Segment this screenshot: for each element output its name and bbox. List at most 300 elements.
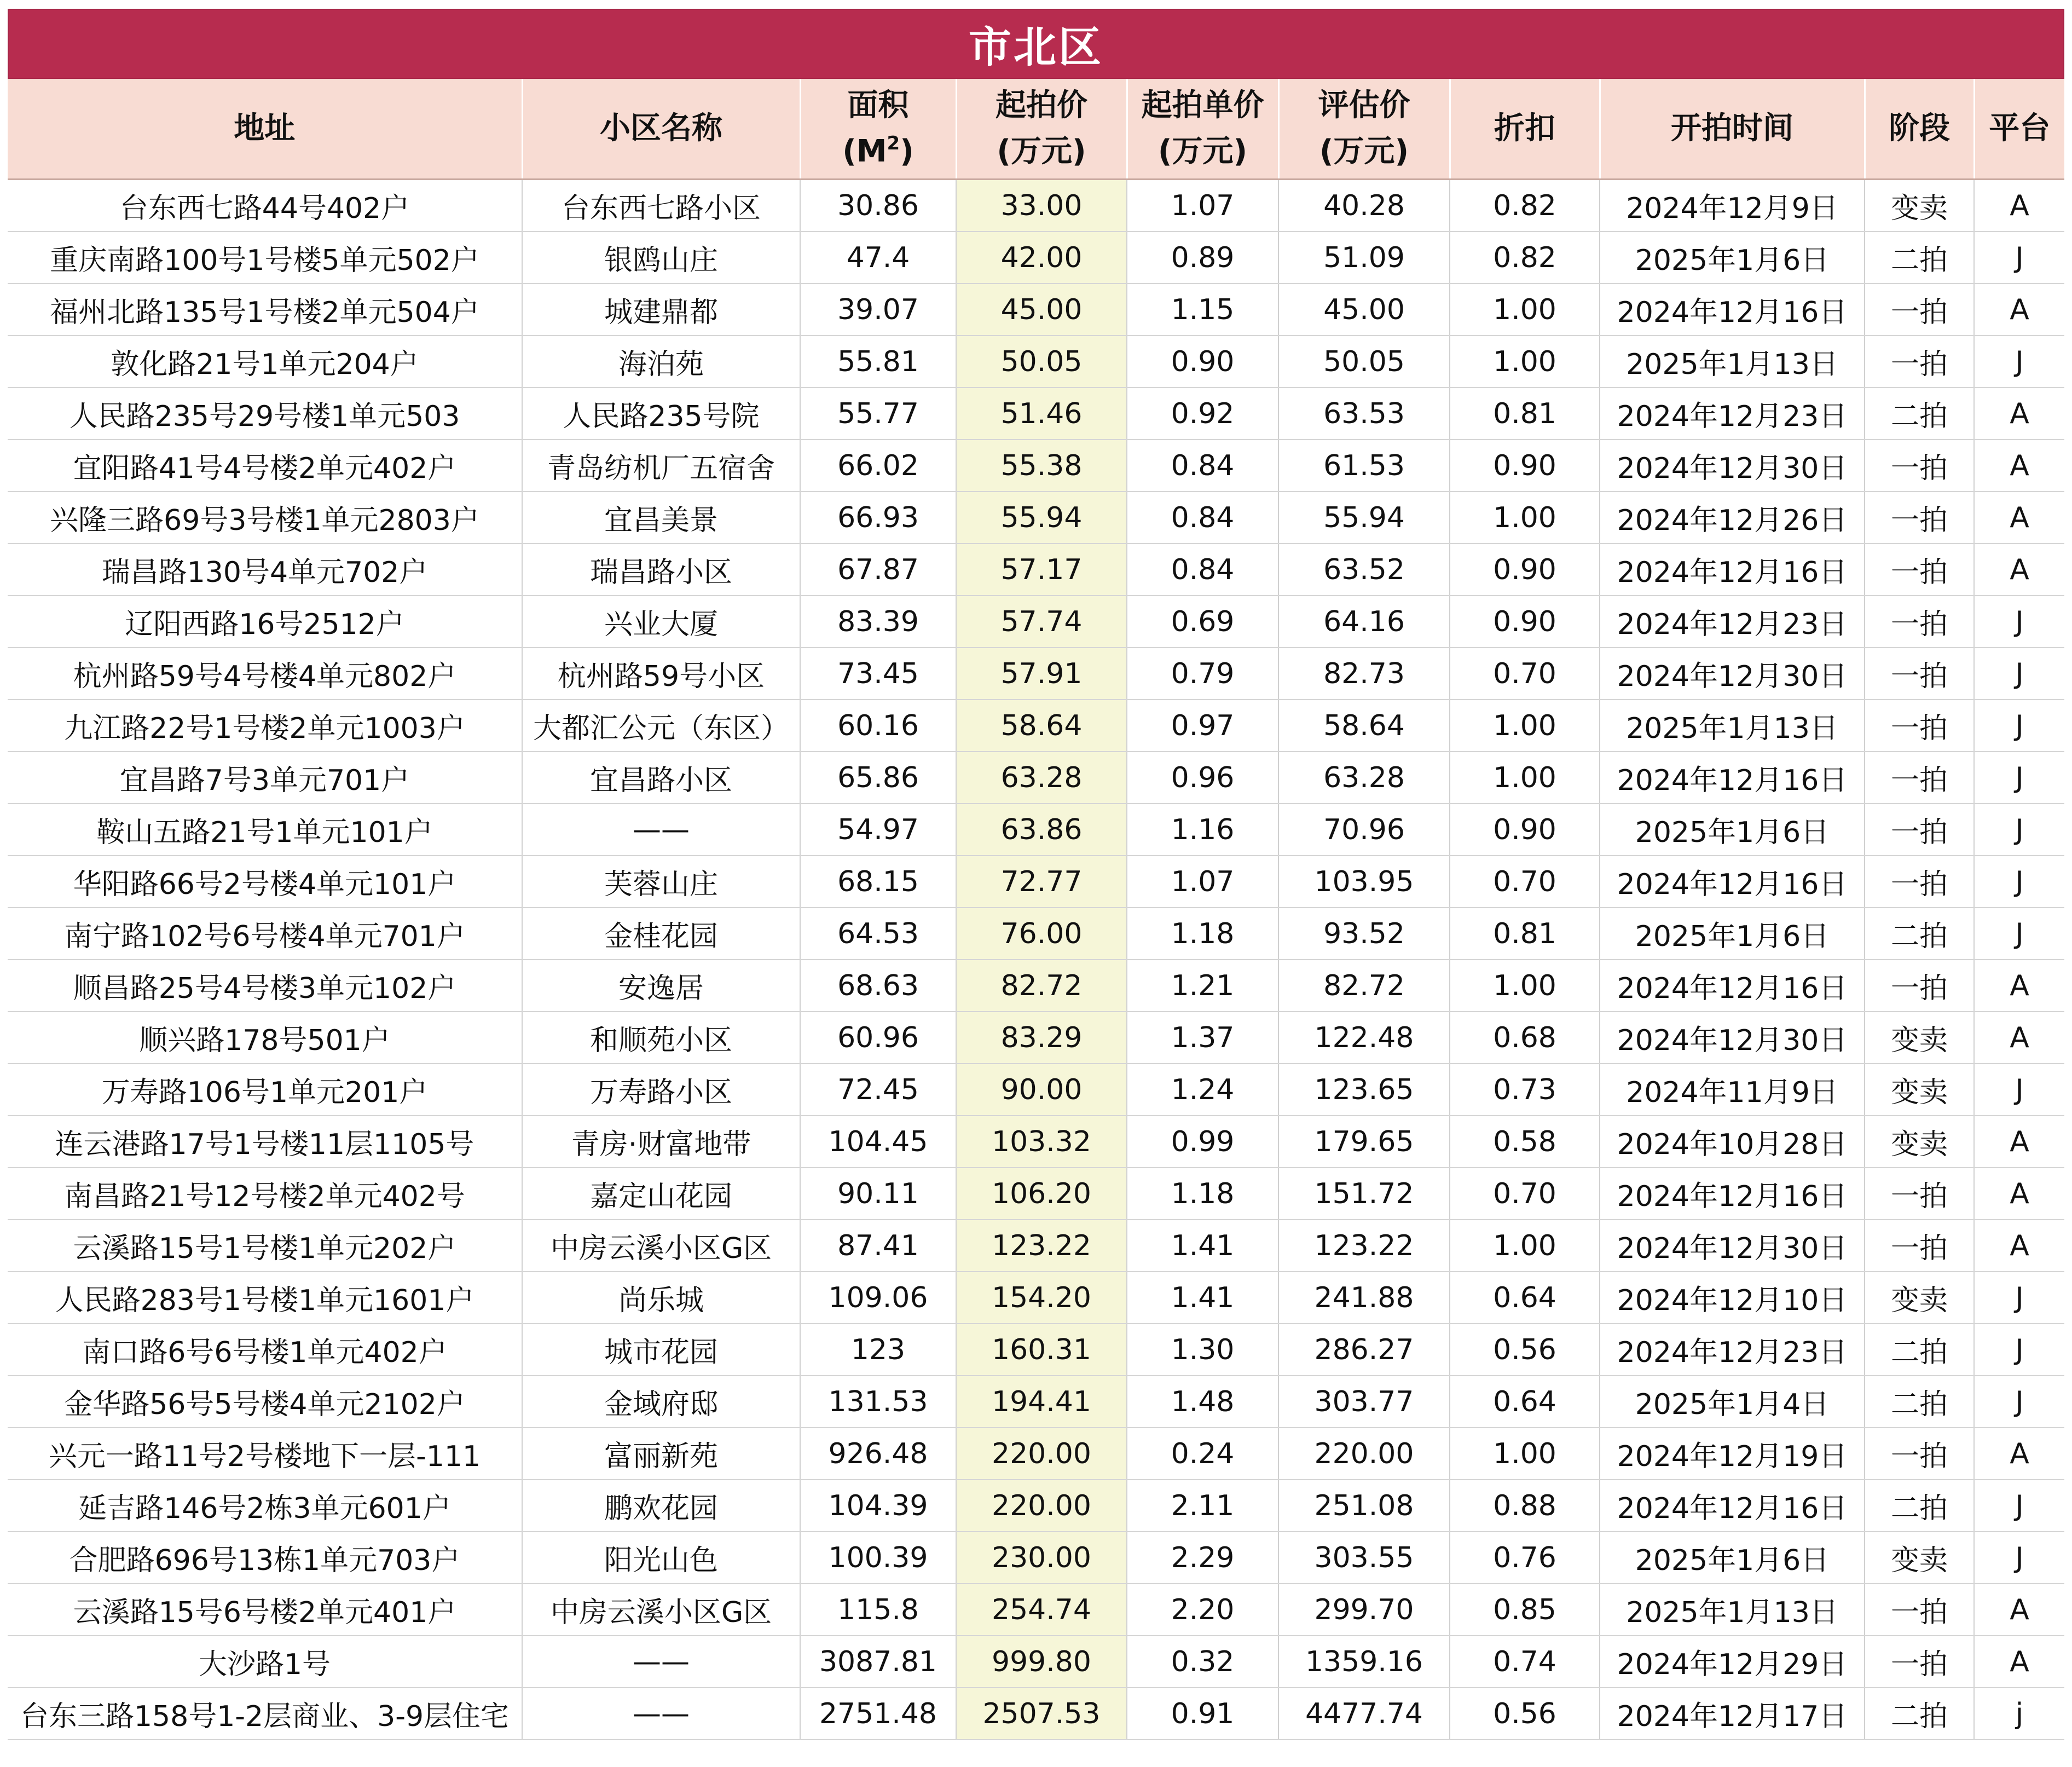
unit-price-cell: 0.84: [1127, 544, 1278, 596]
start-time-cell: 2024年12月16日: [1600, 752, 1865, 804]
start-time-cell: 2024年12月16日: [1600, 1168, 1865, 1220]
address-cell: 云溪路15号6号楼2单元401户: [8, 1584, 522, 1636]
community-cell: 城建鼎都: [522, 284, 800, 336]
area-cell: 68.15: [800, 856, 956, 908]
address-cell: 万寿路106号1单元201户: [8, 1064, 522, 1116]
discount-cell: 0.70: [1450, 648, 1600, 700]
start-time-cell: 2025年1月6日: [1600, 804, 1865, 856]
start-price-cell: 154.20: [956, 1272, 1127, 1324]
address-cell: 宜阳路41号4号楼2单元402户: [8, 440, 522, 492]
address-cell: 鞍山五路21号1单元101户: [8, 804, 522, 856]
table-row[interactable]: [8, 336, 2064, 388]
appraisal-cell: 63.53: [1278, 388, 1450, 440]
community-cell: 芙蓉山庄: [522, 856, 800, 908]
start-time-cell: 2024年12月16日: [1600, 856, 1865, 908]
unit-price-cell: 0.84: [1127, 492, 1278, 544]
area-cell: 60.96: [800, 1012, 956, 1064]
table-row[interactable]: [8, 1324, 2064, 1376]
start-price-cell: 63.86: [956, 804, 1127, 856]
start-time-cell: 2025年1月13日: [1600, 700, 1865, 752]
stage-cell: 一拍: [1865, 596, 1974, 648]
stage-cell: 一拍: [1865, 1428, 1974, 1480]
appraisal-cell: 241.88: [1278, 1272, 1450, 1324]
start-price-cell: 103.32: [956, 1116, 1127, 1168]
community-cell: 阳光山色: [522, 1532, 800, 1584]
col-header-area[interactable]: 面积 $(M^2)$: [800, 79, 956, 180]
col-header-start-price[interactable]: 起拍价 (万元): [956, 79, 1127, 180]
community-cell: 青岛纺机厂五宿舍: [522, 440, 800, 492]
appraisal-cell: 251.08: [1278, 1480, 1450, 1532]
area-cell: 60.16: [800, 700, 956, 752]
unit-price-cell: 1.07: [1127, 856, 1278, 908]
community-cell: 中房云溪小区G区: [522, 1584, 800, 1636]
platform-cell: J: [1974, 1532, 2064, 1584]
address-cell: 云溪路15号1号楼1单元202户: [8, 1220, 522, 1272]
discount-cell: 0.56: [1450, 1324, 1600, 1376]
area-cell: 104.39: [800, 1480, 956, 1532]
stage-cell: 一拍: [1865, 960, 1974, 1012]
discount-cell: 0.76: [1450, 1532, 1600, 1584]
platform-cell: A: [1974, 1220, 2064, 1272]
appraisal-cell: 51.09: [1278, 232, 1450, 284]
address-cell: 台东三路158号1-2层商业、3-9层住宅: [8, 1688, 522, 1740]
unit-price-cell: 1.37: [1127, 1012, 1278, 1064]
discount-cell: 1.00: [1450, 700, 1600, 752]
unit-price-cell: 0.24: [1127, 1428, 1278, 1480]
discount-cell: 1.00: [1450, 1220, 1600, 1272]
start-time-cell: 2024年12月19日: [1600, 1428, 1865, 1480]
unit-price-cell: 1.18: [1127, 908, 1278, 960]
stage-cell: 二拍: [1865, 388, 1974, 440]
discount-cell: 1.00: [1450, 492, 1600, 544]
stage-cell: 二拍: [1865, 1376, 1974, 1428]
unit-price-cell: 0.89: [1127, 232, 1278, 284]
table-row[interactable]: [8, 1116, 2064, 1168]
table-row[interactable]: [8, 1272, 2064, 1324]
area-cell: 72.45: [800, 1064, 956, 1116]
address-cell: 重庆南路100号1号楼5单元502户: [8, 232, 522, 284]
appraisal-cell: 1359.16: [1278, 1636, 1450, 1688]
community-cell: 金桂花园: [522, 908, 800, 960]
discount-cell: 0.90: [1450, 544, 1600, 596]
discount-cell: 0.70: [1450, 856, 1600, 908]
table-row[interactable]: [8, 1168, 2064, 1220]
unit-price-cell: 1.41: [1127, 1220, 1278, 1272]
discount-cell: 0.81: [1450, 388, 1600, 440]
platform-cell: J: [1974, 1272, 2064, 1324]
platform-cell: j: [1974, 1688, 2064, 1740]
appraisal-cell: 55.94: [1278, 492, 1450, 544]
area-cell: 66.93: [800, 492, 956, 544]
discount-cell: 1.00: [1450, 336, 1600, 388]
community-cell: 宜昌美景: [522, 492, 800, 544]
table-row[interactable]: [8, 1636, 2064, 1688]
unit-price-cell: 2.29: [1127, 1532, 1278, 1584]
unit-price-cell: 1.21: [1127, 960, 1278, 1012]
area-cell: 123: [800, 1324, 956, 1376]
community-cell: ——: [522, 1636, 800, 1688]
col-header-start-time[interactable]: 开拍时间: [1600, 79, 1865, 180]
start-time-cell: 2024年12月10日: [1600, 1272, 1865, 1324]
address-cell: 宜昌路7号3单元701户: [8, 752, 522, 804]
discount-cell: 0.64: [1450, 1272, 1600, 1324]
col-header-stage[interactable]: 阶段: [1865, 79, 1974, 180]
auction-sheet: [8, 9, 2064, 1740]
community-cell: 嘉定山花园: [522, 1168, 800, 1220]
community-cell: ——: [522, 1688, 800, 1740]
col-header-platform[interactable]: 平台: [1974, 79, 2064, 180]
stage-cell: 二拍: [1865, 1688, 1974, 1740]
col-header-appraisal[interactable]: 评估价 (万元): [1278, 79, 1450, 180]
discount-cell: 0.90: [1450, 804, 1600, 856]
start-price-cell: 220.00: [956, 1428, 1127, 1480]
unit-price-cell: 0.69: [1127, 596, 1278, 648]
platform-cell: A: [1974, 1636, 2064, 1688]
community-cell: 尚乐城: [522, 1272, 800, 1324]
start-price-cell: 57.74: [956, 596, 1127, 648]
address-cell: 兴隆三路69号3号楼1单元2803户: [8, 492, 522, 544]
appraisal-cell: 63.52: [1278, 544, 1450, 596]
address-cell: 人民路235号29号楼1单元503: [8, 388, 522, 440]
table-row[interactable]: [8, 700, 2064, 752]
start-time-cell: 2024年12月16日: [1600, 544, 1865, 596]
stage-cell: 二拍: [1865, 1324, 1974, 1376]
address-cell: 延吉路146号2栋3单元601户: [8, 1480, 522, 1532]
community-cell: 杭州路59号小区: [522, 648, 800, 700]
area-cell: 104.45: [800, 1116, 956, 1168]
platform-cell: J: [1974, 596, 2064, 648]
address-cell: 顺兴路178号501户: [8, 1012, 522, 1064]
start-time-cell: 2025年1月13日: [1600, 336, 1865, 388]
stage-cell: 一拍: [1865, 440, 1974, 492]
start-time-cell: 2024年12月30日: [1600, 1220, 1865, 1272]
unit-price-cell: 2.20: [1127, 1584, 1278, 1636]
area-cell: 100.39: [800, 1532, 956, 1584]
platform-cell: A: [1974, 1584, 2064, 1636]
discount-cell: 0.73: [1450, 1064, 1600, 1116]
start-time-cell: 2024年12月30日: [1600, 1012, 1865, 1064]
table-row[interactable]: [8, 440, 2064, 492]
start-price-cell: 106.20: [956, 1168, 1127, 1220]
table-row[interactable]: [8, 544, 2064, 596]
platform-cell: J: [1974, 648, 2064, 700]
start-time-cell: 2024年12月23日: [1600, 388, 1865, 440]
table-row[interactable]: [8, 648, 2064, 700]
address-cell: 辽阳西路16号2512户: [8, 596, 522, 648]
appraisal-cell: 82.72: [1278, 960, 1450, 1012]
unit-price-cell: 0.84: [1127, 440, 1278, 492]
area-cell: 90.11: [800, 1168, 956, 1220]
stage-cell: 一拍: [1865, 1168, 1974, 1220]
address-cell: 杭州路59号4号楼4单元802户: [8, 648, 522, 700]
unit-price-cell: 0.91: [1127, 1688, 1278, 1740]
discount-cell: 1.00: [1450, 752, 1600, 804]
start-price-cell: 2507.53: [956, 1688, 1127, 1740]
start-price-cell: 51.46: [956, 388, 1127, 440]
discount-cell: 0.90: [1450, 440, 1600, 492]
table-row[interactable]: [8, 856, 2064, 908]
unit-price-cell: 0.99: [1127, 1116, 1278, 1168]
table-row[interactable]: [8, 492, 2064, 544]
table-row[interactable]: [8, 1584, 2064, 1636]
appraisal-cell: 303.77: [1278, 1376, 1450, 1428]
community-cell: 海泊苑: [522, 336, 800, 388]
community-cell: 安逸居: [522, 960, 800, 1012]
table-row[interactable]: [8, 1532, 2064, 1584]
appraisal-cell: 123.65: [1278, 1064, 1450, 1116]
appraisal-cell: 220.00: [1278, 1428, 1450, 1480]
start-price-cell: 33.00: [956, 180, 1127, 232]
start-time-cell: 2024年10月28日: [1600, 1116, 1865, 1168]
unit-price-cell: 1.16: [1127, 804, 1278, 856]
community-cell: 和顺苑小区: [522, 1012, 800, 1064]
discount-cell: 0.74: [1450, 1636, 1600, 1688]
address-cell: 南宁路102号6号楼4单元701户: [8, 908, 522, 960]
community-cell: 鹏欢花园: [522, 1480, 800, 1532]
start-price-cell: 55.38: [956, 440, 1127, 492]
discount-cell: 0.90: [1450, 596, 1600, 648]
discount-cell: 0.70: [1450, 1168, 1600, 1220]
unit-price-cell: 0.96: [1127, 752, 1278, 804]
platform-cell: J: [1974, 336, 2064, 388]
start-time-cell: 2024年12月30日: [1600, 648, 1865, 700]
community-cell: 宜昌路小区: [522, 752, 800, 804]
table-row[interactable]: [8, 1220, 2064, 1272]
address-cell: 顺昌路25号4号楼3单元102户: [8, 960, 522, 1012]
area-cell: 30.86: [800, 180, 956, 232]
table-row[interactable]: [8, 752, 2064, 804]
community-cell: 青房·财富地带: [522, 1116, 800, 1168]
appraisal-cell: 122.48: [1278, 1012, 1450, 1064]
start-price-cell: 999.80: [956, 1636, 1127, 1688]
platform-cell: A: [1974, 388, 2064, 440]
platform-cell: J: [1974, 1324, 2064, 1376]
stage-cell: 变卖: [1865, 1532, 1974, 1584]
discount-cell: 0.82: [1450, 180, 1600, 232]
start-price-cell: 57.91: [956, 648, 1127, 700]
unit-price-cell: 0.79: [1127, 648, 1278, 700]
unit-price-cell: 0.97: [1127, 700, 1278, 752]
appraisal-cell: 58.64: [1278, 700, 1450, 752]
address-cell: 兴元一路11号2号楼地下一层-111: [8, 1428, 522, 1480]
appraisal-cell: 93.52: [1278, 908, 1450, 960]
table-row[interactable]: [8, 960, 2064, 1012]
appraisal-cell: 63.28: [1278, 752, 1450, 804]
start-time-cell: 2025年1月6日: [1600, 908, 1865, 960]
table-row[interactable]: [8, 1688, 2064, 1740]
address-cell: 华阳路66号2号楼4单元101户: [8, 856, 522, 908]
appraisal-cell: 64.16: [1278, 596, 1450, 648]
unit-price-cell: 1.30: [1127, 1324, 1278, 1376]
platform-cell: J: [1974, 232, 2064, 284]
col-header-community[interactable]: 小区名称: [522, 79, 800, 180]
platform-cell: A: [1974, 180, 2064, 232]
stage-cell: 一拍: [1865, 336, 1974, 388]
community-cell: 富丽新苑: [522, 1428, 800, 1480]
stage-cell: 一拍: [1865, 544, 1974, 596]
area-cell: 54.97: [800, 804, 956, 856]
start-time-cell: 2024年12月23日: [1600, 1324, 1865, 1376]
start-time-cell: 2025年1月13日: [1600, 1584, 1865, 1636]
discount-cell: 0.56: [1450, 1688, 1600, 1740]
address-cell: 福州北路135号1号楼2单元504户: [8, 284, 522, 336]
start-time-cell: 2024年12月16日: [1600, 960, 1865, 1012]
platform-cell: J: [1974, 804, 2064, 856]
start-price-cell: 58.64: [956, 700, 1127, 752]
table-row[interactable]: [8, 1376, 2064, 1428]
discount-cell: 1.00: [1450, 284, 1600, 336]
appraisal-cell: 82.73: [1278, 648, 1450, 700]
table-row[interactable]: [8, 232, 2064, 284]
community-cell: 万寿路小区: [522, 1064, 800, 1116]
platform-cell: J: [1974, 700, 2064, 752]
start-price-cell: 230.00: [956, 1532, 1127, 1584]
area-cell: 131.53: [800, 1376, 956, 1428]
stage-cell: 二拍: [1865, 1480, 1974, 1532]
appraisal-cell: 61.53: [1278, 440, 1450, 492]
area-cell: 73.45: [800, 648, 956, 700]
platform-cell: A: [1974, 440, 2064, 492]
table-row[interactable]: [8, 908, 2064, 960]
platform-cell: J: [1974, 752, 2064, 804]
area-cell: 83.39: [800, 596, 956, 648]
start-time-cell: 2025年1月4日: [1600, 1376, 1865, 1428]
start-price-cell: 83.29: [956, 1012, 1127, 1064]
col-header-discount[interactable]: 折扣: [1450, 79, 1600, 180]
community-cell: ——: [522, 804, 800, 856]
address-cell: 南口路6号6号楼1单元402户: [8, 1324, 522, 1376]
community-cell: 金域府邸: [522, 1376, 800, 1428]
table-row[interactable]: [8, 804, 2064, 856]
table-row[interactable]: [8, 388, 2064, 440]
platform-cell: A: [1974, 1116, 2064, 1168]
unit-price-cell: 1.18: [1127, 1168, 1278, 1220]
table-row[interactable]: [8, 1428, 2064, 1480]
community-cell: 台东西七路小区: [522, 180, 800, 232]
start-price-cell: 63.28: [956, 752, 1127, 804]
start-price-cell: 55.94: [956, 492, 1127, 544]
appraisal-cell: 4477.74: [1278, 1688, 1450, 1740]
appraisal-cell: 179.65: [1278, 1116, 1450, 1168]
stage-cell: 二拍: [1865, 232, 1974, 284]
start-price-cell: 160.31: [956, 1324, 1127, 1376]
address-cell: 大沙路1号: [8, 1636, 522, 1688]
col-header-unit-price[interactable]: 起拍单价 (万元): [1127, 79, 1278, 180]
area-cell: 67.87: [800, 544, 956, 596]
community-cell: 大都汇公元（东区）: [522, 700, 800, 752]
area-cell: 66.02: [800, 440, 956, 492]
start-price-cell: 45.00: [956, 284, 1127, 336]
auction-table: [8, 79, 2064, 1740]
unit-price-cell: 1.24: [1127, 1064, 1278, 1116]
platform-cell: J: [1974, 1480, 2064, 1532]
unit-price-cell: 1.15: [1127, 284, 1278, 336]
table-row[interactable]: [8, 284, 2064, 336]
start-price-cell: 123.22: [956, 1220, 1127, 1272]
area-cell: 55.77: [800, 388, 956, 440]
start-time-cell: 2024年12月26日: [1600, 492, 1865, 544]
stage-cell: 变卖: [1865, 1116, 1974, 1168]
stage-cell: 一拍: [1865, 700, 1974, 752]
address-cell: 九江路22号1号楼2单元1003户: [8, 700, 522, 752]
address-cell: 合肥路696号13栋1单元703户: [8, 1532, 522, 1584]
start-time-cell: 2024年12月30日: [1600, 440, 1865, 492]
start-price-cell: 194.41: [956, 1376, 1127, 1428]
start-price-cell: 72.77: [956, 856, 1127, 908]
appraisal-cell: 40.28: [1278, 180, 1450, 232]
unit-price-cell: 0.32: [1127, 1636, 1278, 1688]
table-row[interactable]: [8, 1064, 2064, 1116]
address-cell: 人民路283号1号楼1单元1601户: [8, 1272, 522, 1324]
stage-cell: 一拍: [1865, 1584, 1974, 1636]
discount-cell: 1.00: [1450, 960, 1600, 1012]
discount-cell: 0.58: [1450, 1116, 1600, 1168]
table-row[interactable]: [8, 180, 2064, 232]
discount-cell: 1.00: [1450, 1428, 1600, 1480]
col-header-address[interactable]: 地址: [8, 79, 522, 180]
unit-price-cell: 1.41: [1127, 1272, 1278, 1324]
table-row[interactable]: [8, 1012, 2064, 1064]
table-row[interactable]: [8, 596, 2064, 648]
stage-cell: 一拍: [1865, 804, 1974, 856]
area-cell: 55.81: [800, 336, 956, 388]
address-cell: 瑞昌路130号4单元702户: [8, 544, 522, 596]
community-cell: 银鸥山庄: [522, 232, 800, 284]
platform-cell: J: [1974, 1376, 2064, 1428]
area-cell: 109.06: [800, 1272, 956, 1324]
area-cell: 3087.81: [800, 1636, 956, 1688]
address-cell: 金华路56号5号楼4单元2102户: [8, 1376, 522, 1428]
appraisal-cell: 123.22: [1278, 1220, 1450, 1272]
stage-cell: 一拍: [1865, 752, 1974, 804]
address-cell: 台东西七路44号402户: [8, 180, 522, 232]
appraisal-cell: 70.96: [1278, 804, 1450, 856]
appraisal-cell: 50.05: [1278, 336, 1450, 388]
stage-cell: 一拍: [1865, 1220, 1974, 1272]
area-cell: 68.63: [800, 960, 956, 1012]
stage-cell: 一拍: [1865, 492, 1974, 544]
start-time-cell: 2025年1月6日: [1600, 232, 1865, 284]
unit-price-cell: 0.92: [1127, 388, 1278, 440]
stage-cell: 变卖: [1865, 180, 1974, 232]
start-price-cell: 82.72: [956, 960, 1127, 1012]
start-time-cell: 2024年12月16日: [1600, 284, 1865, 336]
platform-cell: A: [1974, 1168, 2064, 1220]
discount-cell: 0.68: [1450, 1012, 1600, 1064]
stage-cell: 一拍: [1865, 856, 1974, 908]
community-cell: 城市花园: [522, 1324, 800, 1376]
platform-cell: A: [1974, 544, 2064, 596]
community-cell: 人民路235号院: [522, 388, 800, 440]
discount-cell: 0.81: [1450, 908, 1600, 960]
start-price-cell: 220.00: [956, 1480, 1127, 1532]
platform-cell: A: [1974, 1428, 2064, 1480]
stage-cell: 二拍: [1865, 908, 1974, 960]
start-time-cell: 2024年12月23日: [1600, 596, 1865, 648]
unit-price-cell: 2.11: [1127, 1480, 1278, 1532]
appraisal-cell: 103.95: [1278, 856, 1450, 908]
table-row[interactable]: [8, 1480, 2064, 1532]
start-price-cell: 57.17: [956, 544, 1127, 596]
area-cell: 64.53: [800, 908, 956, 960]
start-price-cell: 254.74: [956, 1584, 1127, 1636]
appraisal-cell: 303.55: [1278, 1532, 1450, 1584]
platform-cell: A: [1974, 960, 2064, 1012]
appraisal-cell: 151.72: [1278, 1168, 1450, 1220]
start-time-cell: 2024年12月9日: [1600, 180, 1865, 232]
area-cell: 65.86: [800, 752, 956, 804]
community-cell: 中房云溪小区G区: [522, 1220, 800, 1272]
